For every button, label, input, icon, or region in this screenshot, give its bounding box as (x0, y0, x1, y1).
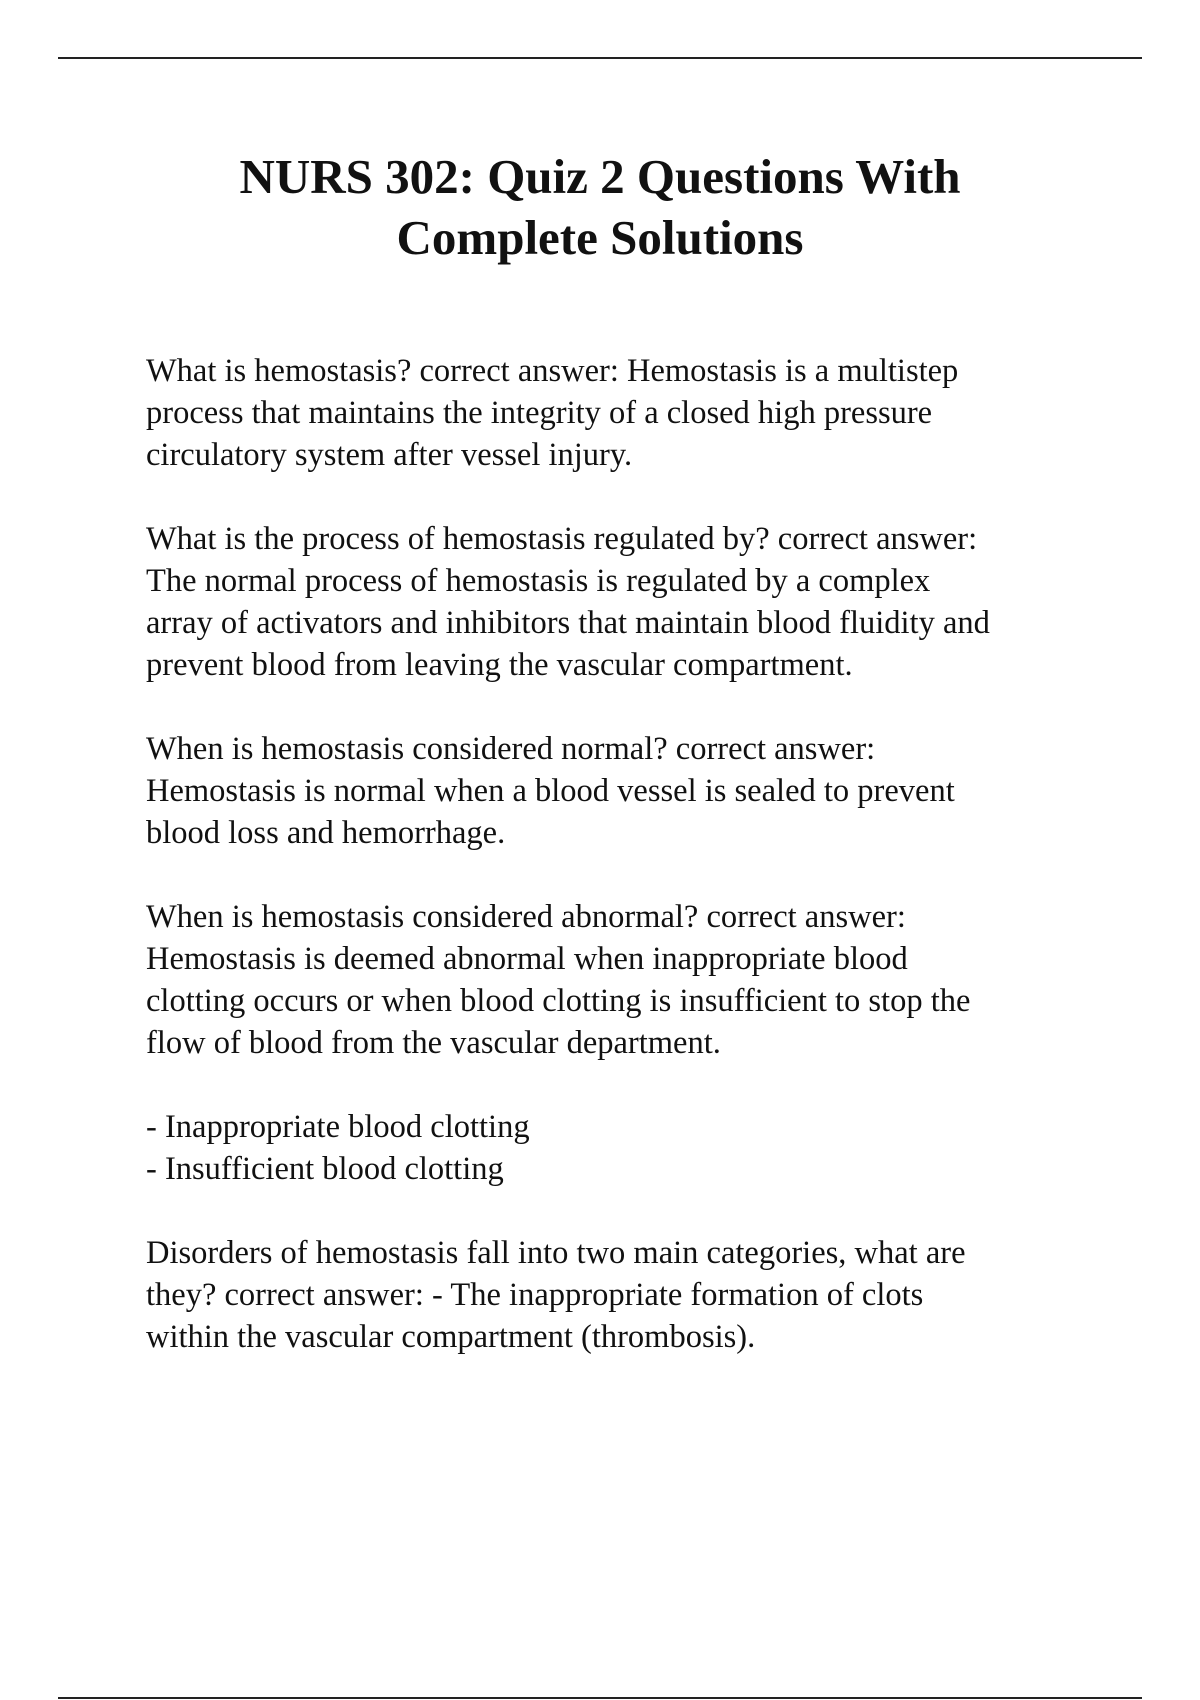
text-line: clotting occurs or when blood clotting is insufficient to stop the (146, 983, 971, 1019)
text-line: When is hemostasis considered normal? correct answer: (146, 731, 876, 767)
title-line-1: NURS 302: Quiz 2 Questions With (239, 149, 961, 204)
text-line: When is hemostasis considered abnormal? correct answer: (146, 899, 906, 935)
text-line: circulatory system after vessel injury. (146, 437, 633, 473)
qa-paragraph-1 (146, 350, 1106, 476)
text-line: Disorders of hemostasis fall into two main categories, what are (146, 1235, 966, 1271)
bottom-rule (58, 1697, 1142, 1699)
text-line: prevent blood from leaving the vascular compartment. (146, 647, 853, 683)
document-body (146, 350, 1106, 1400)
qa-paragraph-4 (146, 896, 1106, 1064)
bullet-list (146, 1106, 1106, 1190)
text-line: Hemostasis is deemed abnormal when inappropriate blood (146, 941, 908, 977)
top-rule (58, 57, 1142, 59)
title-line-2: Complete Solutions (396, 210, 804, 265)
qa-paragraph-3 (146, 728, 1106, 854)
text-line: Hemostasis is normal when a blood vessel is sealed to prevent (146, 773, 955, 809)
list-item: - Insufficient blood clotting (146, 1151, 504, 1187)
text-line: What is hemostasis? correct answer: Hemostasis is a multistep (146, 353, 959, 389)
page-title (140, 146, 1060, 268)
qa-paragraph-2 (146, 518, 1106, 686)
text-line: array of activators and inhibitors that maintain blood fluidity and (146, 605, 990, 641)
text-line: process that maintains the integrity of a closed high pressure (146, 395, 933, 431)
text-line: within the vascular compartment (thrombosis). (146, 1319, 756, 1355)
text-line: blood loss and hemorrhage. (146, 815, 506, 851)
text-line: What is the process of hemostasis regulated by? correct answer: (146, 521, 978, 557)
text-line: The normal process of hemostasis is regulated by a complex (146, 563, 931, 599)
list-item: - Inappropriate blood clotting (146, 1109, 530, 1145)
text-line: they? correct answer: - The inappropriate formation of clots (146, 1277, 924, 1313)
text-line: flow of blood from the vascular department. (146, 1025, 721, 1061)
qa-paragraph-5 (146, 1232, 1106, 1358)
